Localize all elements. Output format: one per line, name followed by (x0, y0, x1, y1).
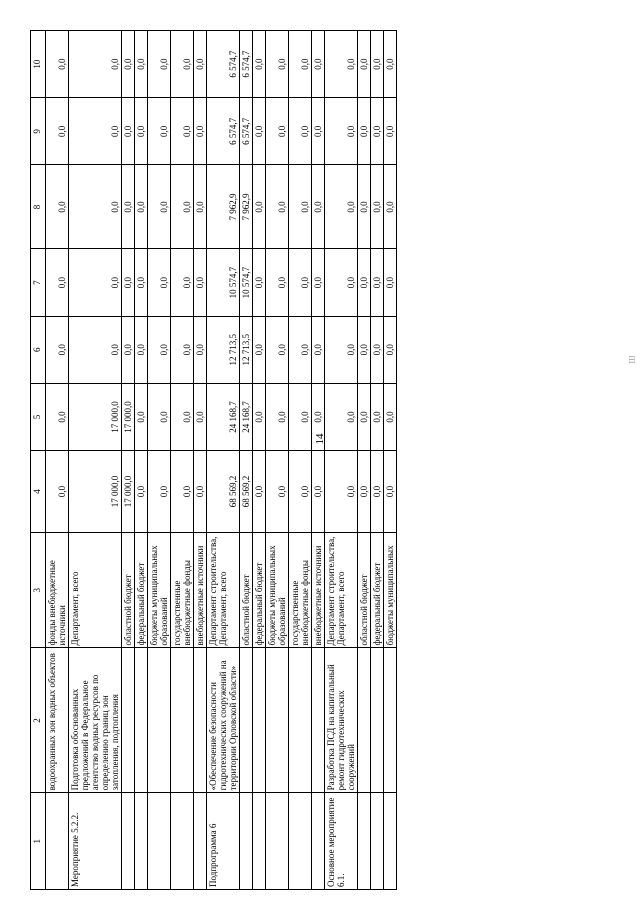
value-cell: 0,0 (371, 451, 384, 533)
cell-c2 (384, 648, 397, 793)
value-cell: 6 574,7 (207, 98, 240, 165)
value-cell: 0,0 (384, 165, 397, 249)
value-cell: 17 000,0 (122, 383, 135, 450)
value-cell: 0,0 (325, 249, 358, 316)
table-row (69, 31, 122, 890)
cell-c3: государственные внебюджетные фонды (289, 532, 312, 648)
table-row (46, 31, 69, 890)
value-cell: 7 962,9 (207, 165, 240, 249)
value-cell: 0,0 (312, 98, 325, 165)
value-cell: 0,0 (266, 165, 289, 249)
cell-c1 (194, 793, 207, 890)
cell-c3: Департамент строительства, Департамент, всего (325, 532, 358, 648)
cell-c1 (46, 793, 69, 890)
value-cell: 0,0 (194, 316, 207, 383)
column-header: 5 (31, 383, 46, 450)
value-cell: 0,0 (46, 451, 69, 533)
value-cell: 6 574,7 (207, 31, 240, 98)
value-cell: 0,0 (69, 165, 122, 249)
value-cell: 0,0 (46, 98, 69, 165)
value-cell: 0,0 (148, 31, 171, 98)
cell-c1 (253, 793, 266, 890)
value-cell: 0,0 (371, 98, 384, 165)
value-cell: 0,0 (371, 383, 384, 450)
value-cell: 24 168,7 (207, 383, 240, 450)
table-row (266, 31, 289, 890)
value-cell: 0,0 (194, 98, 207, 165)
cell-c2 (289, 648, 312, 793)
value-cell: 0,0 (358, 98, 371, 165)
value-cell: 0,0 (148, 451, 171, 533)
table-row (358, 31, 371, 890)
value-cell: 7 962,9 (240, 165, 253, 249)
cell-c3: бюджеты муниципальных образований (148, 532, 171, 648)
value-cell: 0,0 (312, 165, 325, 249)
value-cell: 0,0 (312, 316, 325, 383)
value-cell: 0,0 (384, 98, 397, 165)
value-cell: 0,0 (46, 383, 69, 450)
value-cell: 0,0 (325, 316, 358, 383)
cell-c3: Департамент строительства, Департамент, всего (207, 532, 240, 648)
value-cell: 0,0 (289, 98, 312, 165)
value-cell: 0,0 (148, 383, 171, 450)
value-cell: 0,0 (194, 383, 207, 450)
value-cell: 0,0 (69, 249, 122, 316)
value-cell: 0,0 (312, 249, 325, 316)
value-cell: 0,0 (135, 316, 148, 383)
value-cell: 0,0 (312, 383, 325, 450)
value-cell: 0,0 (135, 383, 148, 450)
value-cell: 0,0 (253, 249, 266, 316)
value-cell: 0,0 (171, 383, 194, 450)
value-cell: 0,0 (371, 249, 384, 316)
cell-c2 (240, 648, 253, 793)
value-cell: 6 574,7 (240, 31, 253, 98)
table-row (289, 31, 312, 890)
column-header: 4 (31, 451, 46, 533)
cell-c3: федеральный бюджет (371, 532, 384, 648)
value-cell: 0,0 (148, 249, 171, 316)
cell-c1 (266, 793, 289, 890)
value-cell: 0,0 (69, 98, 122, 165)
value-cell: 0,0 (384, 451, 397, 533)
column-header: 10 (31, 31, 46, 98)
value-cell: 0,0 (358, 249, 371, 316)
value-cell: 0,0 (122, 316, 135, 383)
value-cell: 0,0 (384, 316, 397, 383)
column-header: 1 (31, 793, 46, 890)
value-cell: 0,0 (122, 98, 135, 165)
value-cell: 0,0 (358, 165, 371, 249)
table-body (46, 31, 397, 890)
value-cell: 0,0 (46, 31, 69, 98)
value-cell: 10 574,7 (240, 249, 253, 316)
value-cell: 12 713,5 (207, 316, 240, 383)
column-header: 7 (31, 249, 46, 316)
value-cell: 12 713,5 (240, 316, 253, 383)
value-cell: 0,0 (135, 451, 148, 533)
edge-mark: Ш (627, 355, 637, 364)
value-cell: 0,0 (69, 316, 122, 383)
cell-c1 (312, 793, 325, 890)
rotated-page (30, 30, 520, 890)
value-cell: 0,0 (171, 316, 194, 383)
cell-c2 (253, 648, 266, 793)
value-cell: 0,0 (266, 451, 289, 533)
value-cell: 0,0 (171, 98, 194, 165)
table-row (312, 31, 325, 890)
table-row (171, 31, 194, 890)
value-cell: 0,0 (325, 383, 358, 450)
value-cell: 0,0 (266, 316, 289, 383)
value-cell: 0,0 (384, 31, 397, 98)
value-cell: 0,0 (371, 316, 384, 383)
value-cell: 0,0 (289, 249, 312, 316)
column-header: 6 (31, 316, 46, 383)
table-row (240, 31, 253, 890)
value-cell: 0,0 (266, 383, 289, 450)
column-header: 8 (31, 165, 46, 249)
cell-c3: бюджеты муниципальных (384, 532, 397, 648)
cell-c2 (312, 648, 325, 793)
column-header: 2 (31, 648, 46, 793)
value-cell: 0,0 (253, 31, 266, 98)
cell-c1 (171, 793, 194, 890)
value-cell: 0,0 (148, 98, 171, 165)
cell-c2 (371, 648, 384, 793)
cell-c2: Разработка ПСД на капитальный ремонт гидротехнических сооружений (325, 648, 358, 793)
value-cell: 0,0 (358, 383, 371, 450)
value-cell: 0,0 (325, 31, 358, 98)
value-cell: 0,0 (325, 451, 358, 533)
cell-c1 (384, 793, 397, 890)
value-cell: 0,0 (371, 31, 384, 98)
table-row (207, 31, 240, 890)
cell-c1 (240, 793, 253, 890)
table-row (122, 31, 135, 890)
cell-c3: внебюджетные источники (194, 532, 207, 648)
table-row (253, 31, 266, 890)
value-cell: 0,0 (358, 451, 371, 533)
cell-c1 (371, 793, 384, 890)
value-cell: 0,0 (122, 165, 135, 249)
column-header: 9 (31, 98, 46, 165)
table-row (371, 31, 384, 890)
header-row (31, 31, 46, 890)
value-cell: 10 574,7 (207, 249, 240, 316)
value-cell: 0,0 (135, 98, 148, 165)
cell-c3: фонды внебюджетные источники (46, 532, 69, 648)
page-number: 14 (314, 433, 326, 445)
table-rotator (30, 30, 397, 890)
cell-c1: Мероприятие 5.2.2. (69, 793, 122, 890)
value-cell: 24 168,7 (240, 383, 253, 450)
budget-table (30, 30, 397, 890)
value-cell: 0,0 (148, 165, 171, 249)
cell-c2 (148, 648, 171, 793)
cell-c2 (122, 648, 135, 793)
value-cell: 0,0 (148, 316, 171, 383)
value-cell: 0,0 (289, 165, 312, 249)
cell-c2 (171, 648, 194, 793)
table-row (135, 31, 148, 890)
column-header: 3 (31, 532, 46, 648)
cell-c3: внебюджетные источники (312, 532, 325, 648)
cell-c3: федеральный бюджет (135, 532, 148, 648)
table-row (325, 31, 358, 890)
cell-c3: бюджеты муниципальных образований (266, 532, 289, 648)
value-cell: 0,0 (358, 316, 371, 383)
value-cell: 0,0 (312, 31, 325, 98)
value-cell: 0,0 (253, 165, 266, 249)
value-cell: 0,0 (289, 383, 312, 450)
value-cell: 0,0 (253, 316, 266, 383)
cell-c1 (122, 793, 135, 890)
value-cell: 0,0 (384, 249, 397, 316)
value-cell: 0,0 (194, 165, 207, 249)
cell-c2 (358, 648, 371, 793)
cell-c2: водоохранных зон водных объектов (46, 648, 69, 793)
value-cell: 0,0 (289, 451, 312, 533)
cell-c3: Департамент, всего (69, 532, 122, 648)
value-cell: 0,0 (371, 165, 384, 249)
cell-c2 (266, 648, 289, 793)
cell-c3: областной бюджет (122, 532, 135, 648)
value-cell: 0,0 (135, 31, 148, 98)
value-cell: 0,0 (122, 249, 135, 316)
value-cell: 0,0 (171, 165, 194, 249)
value-cell: 0,0 (325, 98, 358, 165)
value-cell: 68 569,2 (207, 451, 240, 533)
cell-c1: Подпрограмма 6 (207, 793, 240, 890)
value-cell: 6 574,7 (240, 98, 253, 165)
table-row (194, 31, 207, 890)
table-row (148, 31, 171, 890)
value-cell: 0,0 (358, 31, 371, 98)
value-cell: 0,0 (69, 31, 122, 98)
value-cell: 0,0 (289, 31, 312, 98)
value-cell: 0,0 (46, 316, 69, 383)
value-cell: 0,0 (122, 31, 135, 98)
value-cell: 0,0 (194, 451, 207, 533)
cell-c3: областной бюджет (240, 532, 253, 648)
cell-c2: Подготовка обоснованных предложений в Федеральное агентство водных ресурсов по определению границ зон затопления, подтопления (69, 648, 122, 793)
value-cell: 0,0 (253, 451, 266, 533)
value-cell: 0,0 (194, 31, 207, 98)
value-cell: 17 000,0 (69, 451, 122, 533)
value-cell: 17 000,0 (122, 451, 135, 533)
value-cell: 0,0 (194, 249, 207, 316)
value-cell: 0,0 (384, 383, 397, 450)
cell-c2: «Обеспечение безопасности гидротехнических сооружений на территории Орловской области» (207, 648, 240, 793)
cell-c3: государственные внебюджетные фонды (171, 532, 194, 648)
value-cell: 0,0 (135, 249, 148, 316)
value-cell: 0,0 (253, 98, 266, 165)
value-cell: 68 569,2 (240, 451, 253, 533)
cell-c1 (358, 793, 371, 890)
value-cell: 0,0 (266, 249, 289, 316)
value-cell: 0,0 (171, 249, 194, 316)
value-cell: 0,0 (171, 31, 194, 98)
value-cell: 0,0 (171, 451, 194, 533)
value-cell: 0,0 (46, 165, 69, 249)
cell-c1 (148, 793, 171, 890)
table-row (384, 31, 397, 890)
cell-c1 (135, 793, 148, 890)
value-cell: 0,0 (325, 165, 358, 249)
value-cell: 0,0 (266, 98, 289, 165)
value-cell: 0,0 (46, 249, 69, 316)
value-cell: 0,0 (266, 31, 289, 98)
cell-c3: федеральный бюджет (253, 532, 266, 648)
cell-c3: областной бюджет (358, 532, 371, 648)
value-cell: 0,0 (312, 451, 325, 533)
cell-c2 (135, 648, 148, 793)
cell-c1: Основное мероприятие 6.1. (325, 793, 358, 890)
cell-c1 (289, 793, 312, 890)
cell-c2 (194, 648, 207, 793)
value-cell: 0,0 (289, 316, 312, 383)
value-cell: 0,0 (253, 383, 266, 450)
value-cell: 17 000,0 (69, 383, 122, 450)
value-cell: 0,0 (135, 165, 148, 249)
